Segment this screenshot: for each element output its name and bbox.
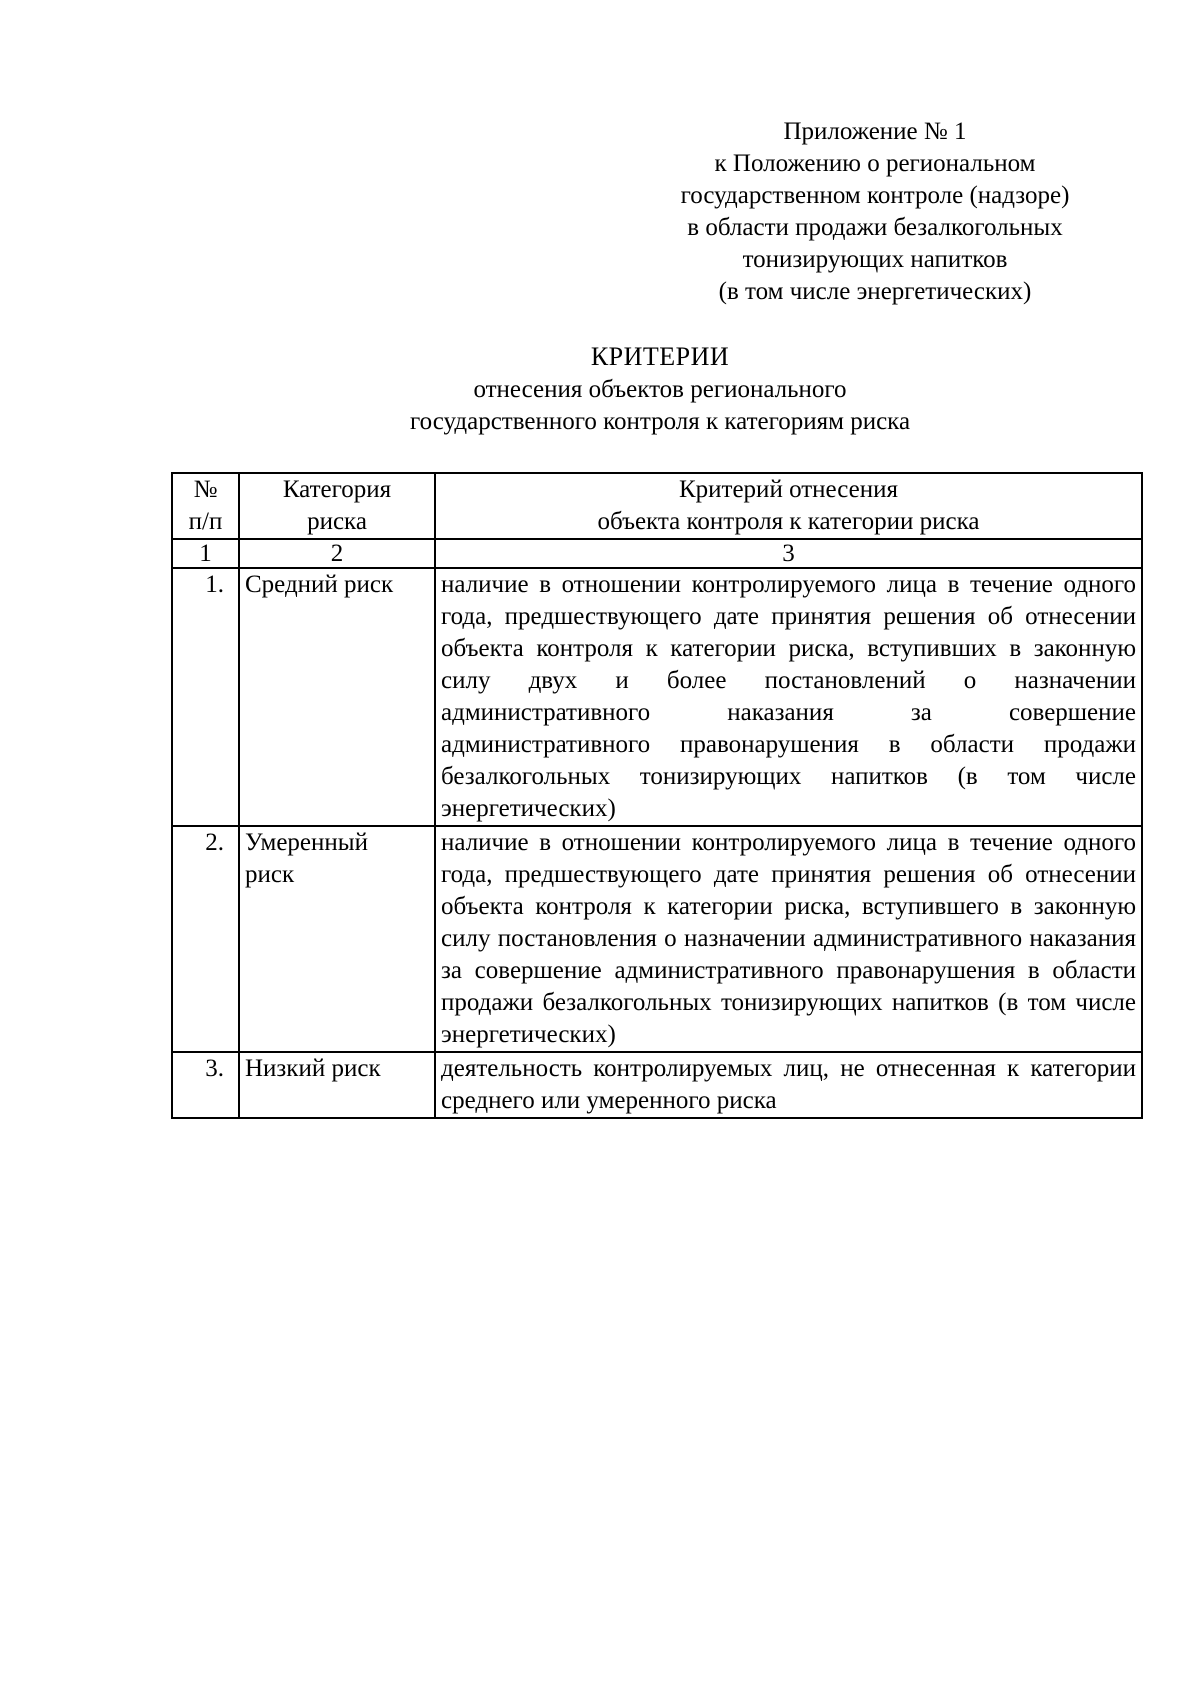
appendix-line: Приложение № 1 — [783, 118, 967, 145]
risk-category: Низкий риск — [239, 1052, 435, 1118]
header-category-line: Категория — [282, 476, 392, 503]
table-row — [172, 1052, 1142, 1118]
risk-criterion: наличие в отношении контролируемого лица в течение одного года, предшествующего дате принятия решения об отнесении объекта контроля к категории риска, вступивших в законную силу двух и более постановлений о назначении административного наказания за совершение административного правонарушения в области продажи безалкогольных тонизирующих напитков (в том числе энергетических) — [435, 568, 1142, 826]
header-number-line: № — [193, 476, 218, 503]
title-main: КРИТЕРИИ — [590, 342, 730, 371]
header-category — [239, 473, 435, 539]
criteria-table — [171, 472, 1143, 1119]
header-category-line: риска — [307, 508, 367, 535]
column-number: 2 — [239, 539, 435, 568]
document-title — [0, 340, 1200, 438]
header-number — [172, 473, 239, 539]
row-number: 3. — [172, 1052, 239, 1118]
risk-category: Умеренный риск — [239, 826, 435, 1052]
table-header-row — [172, 473, 1142, 539]
column-number: 1 — [172, 539, 239, 568]
table-row — [172, 568, 1142, 826]
column-number-row — [172, 539, 1142, 568]
row-number: 2. — [172, 826, 239, 1052]
row-number: 1. — [172, 568, 239, 826]
title-subtitle-line: отнесения объектов регионального — [473, 376, 847, 403]
header-criterion-line: Критерий отнесения — [678, 476, 899, 503]
appendix-line: тонизирующих напитков — [742, 246, 1008, 273]
header-criterion — [435, 473, 1142, 539]
appendix-header — [640, 116, 1110, 308]
appendix-line: в области продажи безалкогольных — [687, 214, 1063, 241]
table-row — [172, 826, 1142, 1052]
title-subtitle-line: государственного контроля к категориям риска — [409, 408, 911, 435]
appendix-line: (в том числе энергетических) — [718, 278, 1032, 305]
column-number: 3 — [435, 539, 1142, 568]
appendix-line: к Положению о региональном — [714, 150, 1036, 177]
risk-criterion: деятельность контролируемых лиц, не отнесенная к категории среднего или умеренного риска — [435, 1052, 1142, 1118]
risk-criterion: наличие в отношении контролируемого лица в течение одного года, предшествующего дате принятия решения об отнесении объекта контроля к категории риска, вступившего в законную силу постановления о назначении административного наказания за совершение административного правонарушения в области продажи безалкогольных тонизирующих напитков (в том числе энергетических) — [435, 826, 1142, 1052]
risk-category: Средний риск — [239, 568, 435, 826]
header-criterion-line: объекта контроля к категории риска — [597, 508, 980, 535]
header-number-line: п/п — [188, 508, 223, 535]
appendix-line: государственном контроле (надзоре) — [680, 182, 1070, 209]
